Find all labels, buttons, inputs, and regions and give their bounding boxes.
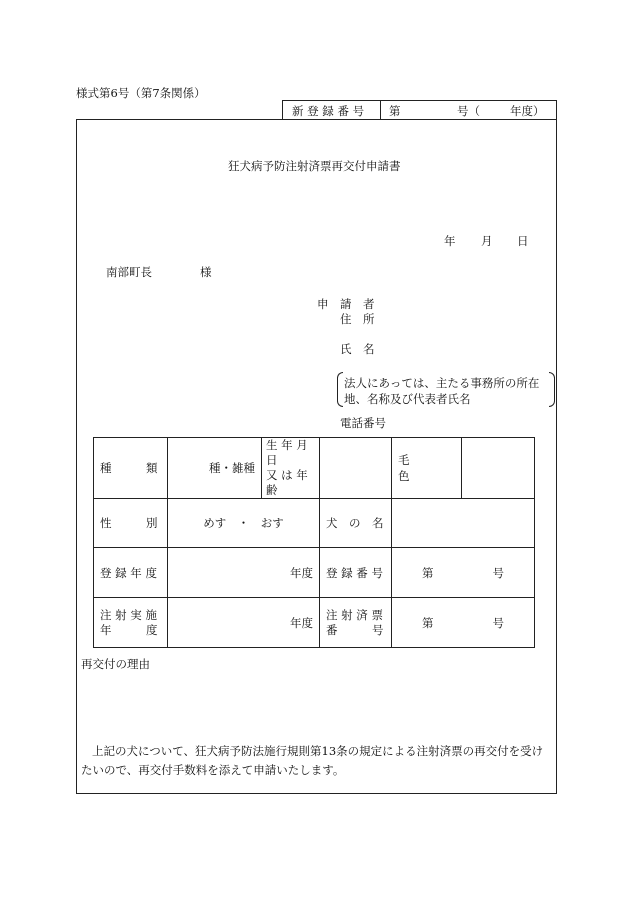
table-row-type bbox=[94, 438, 535, 499]
registration-number-dai: 第 bbox=[389, 104, 401, 118]
sex-label-cell: 性 別 bbox=[94, 499, 168, 548]
table-row-injection bbox=[94, 598, 535, 648]
dog-name-value-cell[interactable] bbox=[392, 499, 535, 548]
date-year: 年 bbox=[444, 234, 456, 248]
dog-name-label-cell: 犬 の 名 bbox=[320, 499, 392, 548]
breed-cell: 種・雑種 bbox=[168, 438, 262, 499]
applicant-label: 申 請 者 bbox=[317, 297, 375, 311]
sex-options-cell[interactable]: めす ・ おす bbox=[168, 499, 320, 548]
coat-label-cell: 毛 色 bbox=[392, 438, 462, 499]
type-label-cell: 種 類 bbox=[94, 438, 168, 499]
reason-label: 再交付の理由 bbox=[81, 657, 150, 671]
injection-year-value-cell[interactable]: 年度 bbox=[168, 598, 320, 648]
applicant-address-label: 住 所 bbox=[340, 312, 375, 326]
reason-input-area[interactable] bbox=[81, 674, 551, 732]
injection-year-label-cell bbox=[94, 598, 168, 648]
addressee-name: 南部町長 bbox=[106, 265, 152, 279]
note-bracket-left bbox=[337, 372, 343, 407]
registration-number-dai-text: 第 bbox=[422, 565, 434, 580]
applicant-phone-label: 電話番号 bbox=[340, 416, 386, 430]
form-number: 様式第6号（第7条関係） bbox=[76, 86, 206, 100]
form-title: 狂犬病予防注射済票再交付申請書 bbox=[228, 159, 401, 173]
statement-line-2: たいので、再交付手数料を添えて申請いたします。 bbox=[81, 763, 345, 777]
date-month: 月 bbox=[481, 234, 493, 248]
registration-number-label: 新 登 録 番 号 bbox=[292, 104, 365, 118]
tag-number-label-line-2: 番 号 bbox=[326, 622, 384, 637]
registration-number-label-cell: 登 録 番 号 bbox=[320, 548, 392, 598]
registration-year-value-cell[interactable]: 年度 bbox=[168, 548, 320, 598]
tag-number-dai-text: 第 bbox=[422, 615, 434, 630]
birth-label-line-1: 生 年 月 日 bbox=[266, 438, 308, 467]
statement-line-1: 上記の犬について、狂犬病予防法施行規則第13条の規定による注射済票の再交付を受け bbox=[92, 744, 544, 758]
registration-number-go: 号（ bbox=[457, 104, 480, 118]
registration-number-year: 年度） bbox=[510, 104, 545, 118]
birth-label-cell bbox=[262, 438, 320, 499]
tag-number-label-line-1: 注 射 済 票 bbox=[326, 607, 383, 622]
birth-label-line-2: 又 は 年 齢 bbox=[266, 468, 308, 497]
tag-number-go-text: 号 bbox=[492, 615, 504, 630]
tag-number-value-cell[interactable] bbox=[392, 598, 535, 648]
table-row-registration bbox=[94, 548, 535, 598]
addressee-honorific: 様 bbox=[200, 265, 212, 279]
date-day: 日 bbox=[517, 234, 529, 248]
corporation-note-line-1: 法人にあっては、主たる事務所の所在 bbox=[344, 376, 540, 390]
dog-info-table bbox=[93, 437, 535, 648]
injection-year-label-line-1: 注 射 実 施 bbox=[100, 607, 157, 622]
corporation-note-line-2: 地、名称及び代表者氏名 bbox=[344, 392, 471, 406]
registration-year-label-cell: 登 録 年 度 bbox=[94, 548, 168, 598]
birth-value-cell[interactable] bbox=[320, 438, 392, 499]
registration-number-box bbox=[282, 100, 557, 119]
injection-year-label-line-2: 年 度 bbox=[100, 622, 158, 637]
applicant-name-label: 氏 名 bbox=[340, 342, 375, 356]
registration-number-value-cell[interactable] bbox=[392, 548, 535, 598]
note-bracket-right bbox=[549, 372, 555, 407]
coat-value-cell[interactable] bbox=[462, 438, 535, 499]
registration-number-go-text: 号 bbox=[492, 565, 504, 580]
tag-number-label-cell bbox=[320, 598, 392, 648]
table-row-sex bbox=[94, 499, 535, 548]
